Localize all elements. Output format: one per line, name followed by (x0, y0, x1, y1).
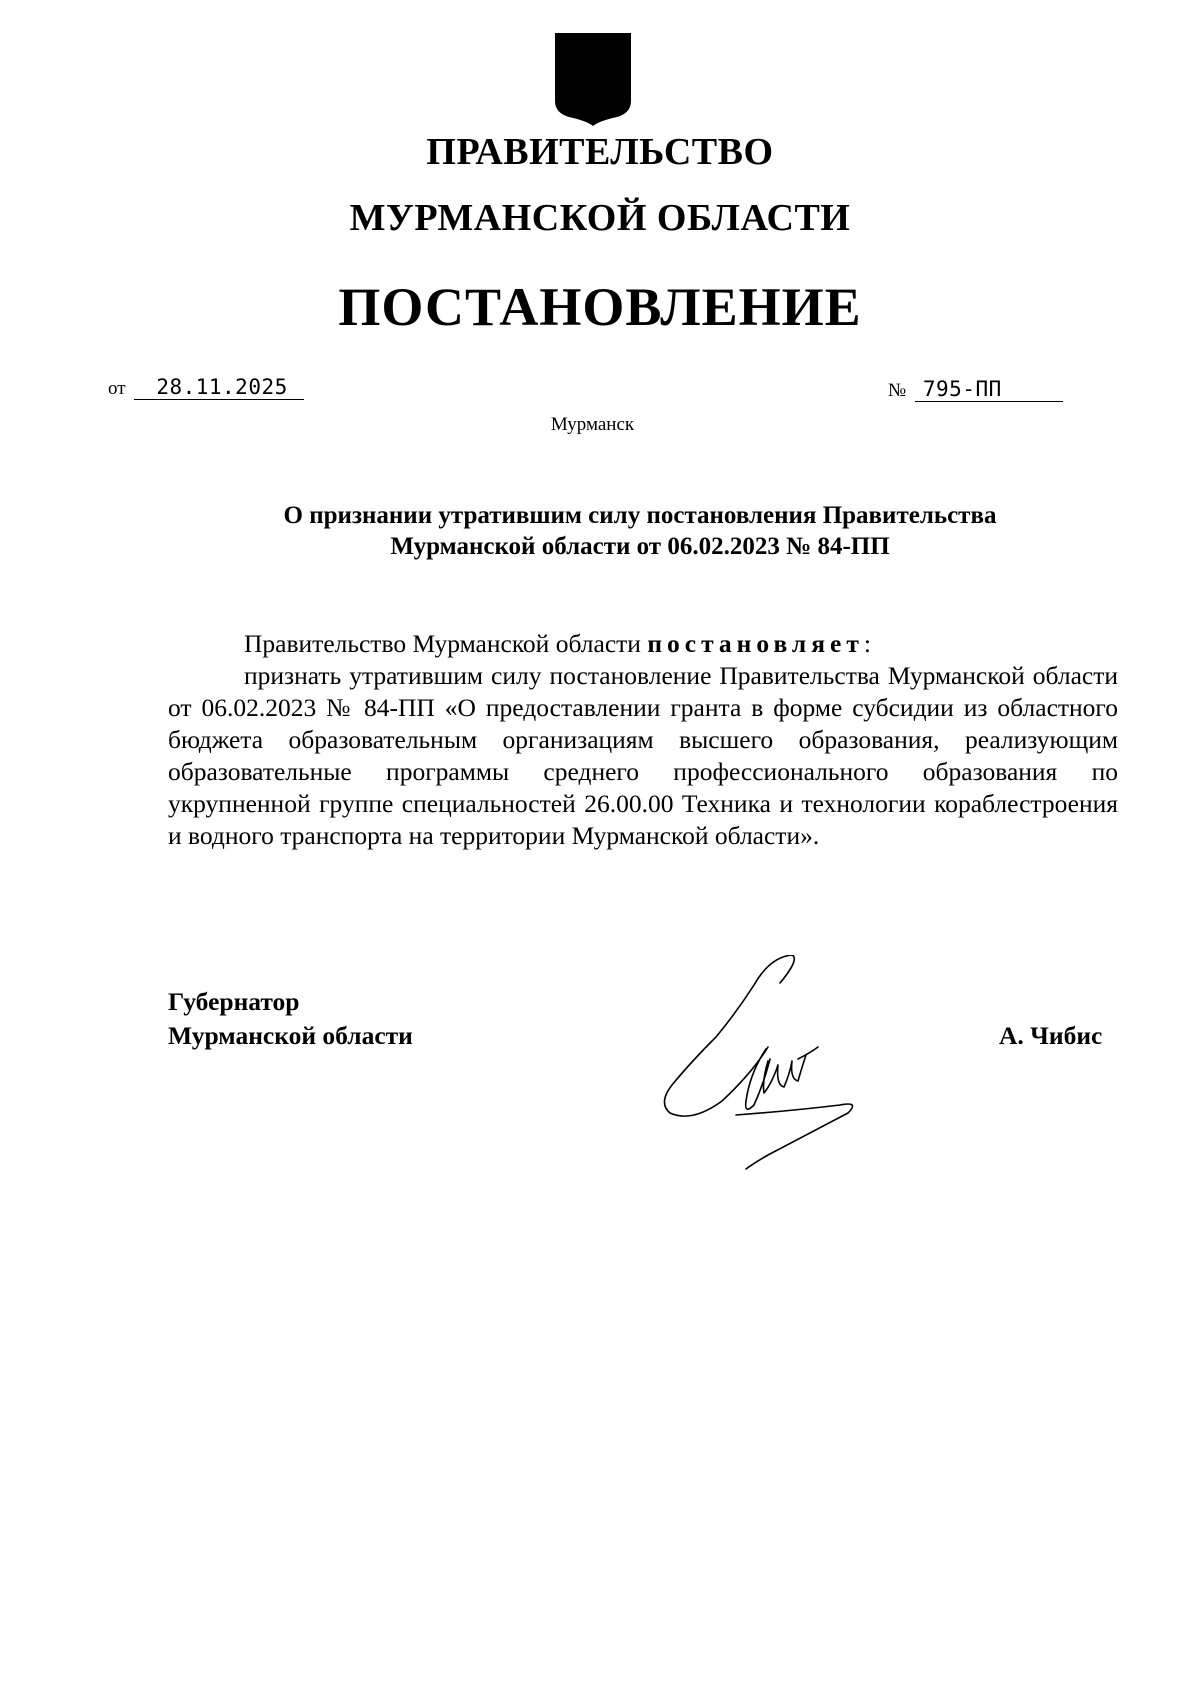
document-subject (200, 500, 1080, 562)
date-row (108, 376, 304, 400)
city: Мурманск (550, 414, 635, 435)
subject-line2: Мурманской области от 06.02.2023 № 84-ПП (390, 533, 890, 560)
signer-position (168, 985, 413, 1053)
preamble-text: Правительство Мурманской области (244, 629, 648, 658)
org-name-line1: ПРАВИТЕЛЬСТВО (426, 131, 774, 173)
document-body (168, 628, 1118, 852)
date-value: 28.11.2025 (134, 376, 304, 400)
coat-of-arms-icon (553, 31, 633, 127)
position-line1: Губернатор (168, 987, 300, 1016)
number-label: № (888, 380, 907, 401)
preamble-verb: постановляет (647, 629, 864, 658)
preamble (168, 628, 1118, 660)
main-paragraph: признать утратившим силу постановление Правительства Мурманской области от 06.02.2023 № 84-ПП «О предоставлении гранта в форме субсидии из областного бюджета образовательным организациям высшего образования, реализующим образовательные программы среднего профессионального образования по укрупненной группе специальностей 26.00.00 Техника и технологии кораблестроения и водного транспорта на территории Мурманской области». (168, 661, 1118, 850)
signer-name: А. Чибис (999, 1021, 1103, 1050)
preamble-colon: : (863, 629, 871, 658)
org-name-line2: МУРМАНСКОЙ ОБЛАСТИ (349, 197, 851, 239)
date-label: от (108, 378, 126, 399)
position-line2: Мурманской области (168, 1021, 413, 1050)
document-type-title: ПОСТАНОВЛЕНИЕ (338, 277, 862, 337)
number-value: 795-ПП (915, 378, 1063, 402)
subject-line1: О признании утратившим силу постановления Правительства (283, 502, 997, 529)
handwritten-signature (650, 955, 890, 1175)
number-row (888, 378, 1063, 402)
